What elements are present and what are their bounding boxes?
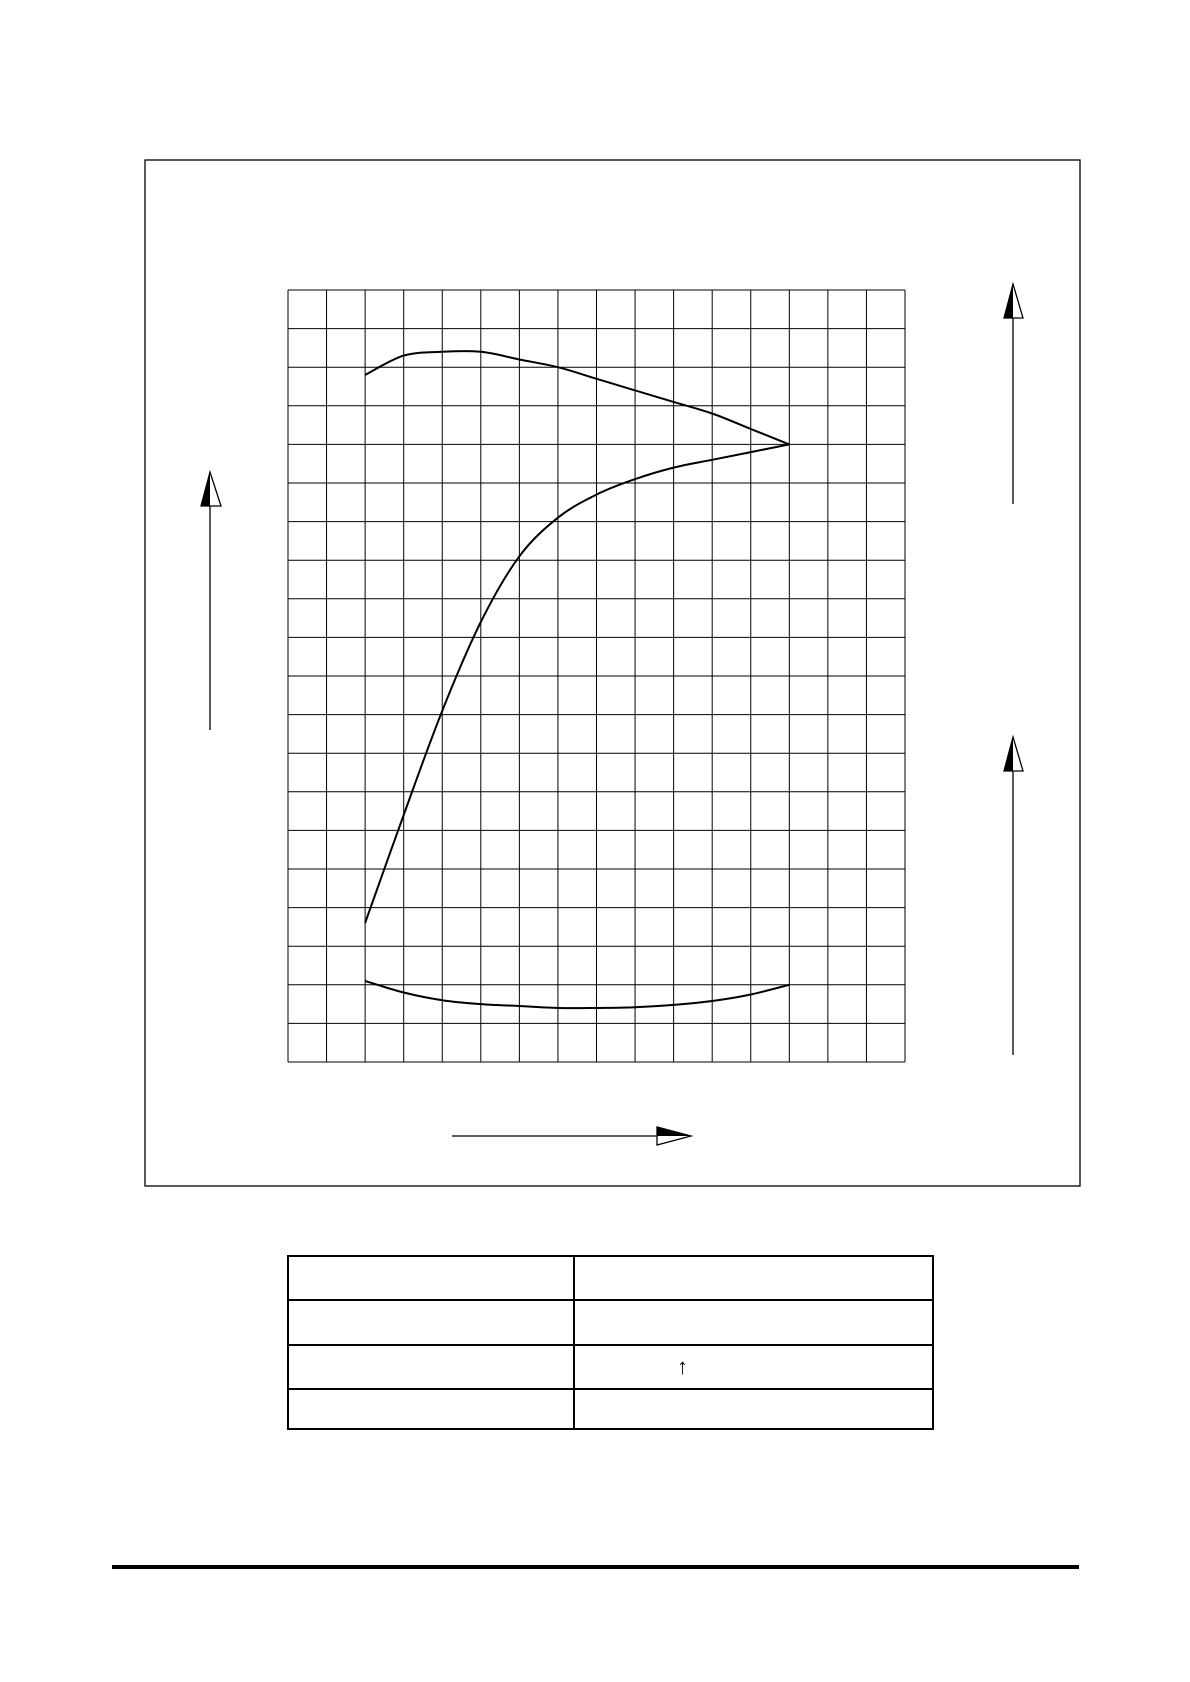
table-cell <box>288 1389 574 1429</box>
table-row <box>288 1389 933 1429</box>
y-axis-arrow-left <box>201 472 221 730</box>
table-cell <box>574 1300 933 1345</box>
table-cell <box>574 1389 933 1429</box>
arrow-up-icon: ↑ <box>677 1353 688 1379</box>
table-cell <box>288 1345 574 1389</box>
series-line-1 <box>365 351 789 444</box>
plot-grid <box>288 290 905 1062</box>
series-layer <box>365 351 789 1008</box>
spec-table <box>287 1255 934 1430</box>
table-cell <box>288 1300 574 1345</box>
table-row <box>288 1300 933 1345</box>
chart-border <box>145 160 1080 1186</box>
table-cell <box>574 1345 933 1389</box>
series-line-2 <box>365 444 789 923</box>
y-axis-arrow-right-lower <box>1004 737 1023 1055</box>
table-row <box>288 1345 933 1389</box>
footer-rule <box>112 1565 1079 1569</box>
table-cell <box>288 1256 574 1300</box>
table-row <box>288 1256 933 1300</box>
x-axis-arrow <box>452 1127 691 1145</box>
y-axis-arrow-right-upper <box>1004 284 1023 504</box>
table-cell <box>574 1256 933 1300</box>
